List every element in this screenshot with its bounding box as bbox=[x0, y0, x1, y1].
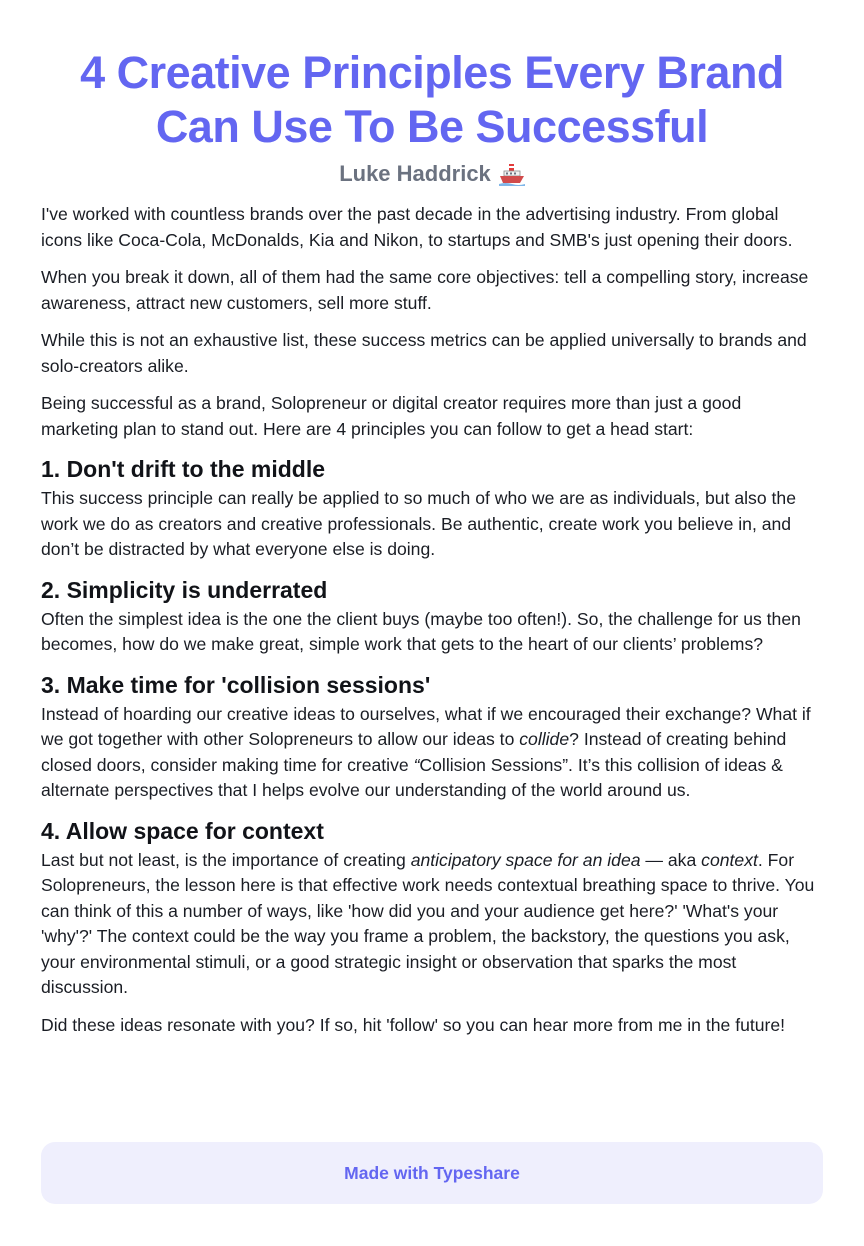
intro-paragraph-2: When you break it down, all of them had the same core objectives: tell a compelling story, increase awareness, attract new customers, sell more stuff. bbox=[41, 267, 809, 313]
outro-paragraph: Did these ideas resonate with you? If so, hit 'follow' so you can hear more from me in the future! bbox=[41, 1014, 786, 1035]
made-with-typeshare-banner[interactable] bbox=[41, 1142, 823, 1204]
section-3-emphasis-collide: collide bbox=[519, 729, 570, 749]
section-heading-3: 3. Make time for 'collision sessions' bbox=[41, 671, 431, 698]
section-4-text-b: — aka bbox=[640, 849, 702, 870]
section-4-emphasis-anticipatory: anticipatory space for an idea bbox=[410, 849, 641, 870]
intro-paragraph-4: Being successful as a brand, Solopreneur or digital creator requires more than just a good marketing plan to stand out. Here are 4 principles you can follow to get a head start: bbox=[41, 393, 742, 439]
section-body-3 bbox=[41, 702, 823, 804]
intro-paragraph-3: While this is not an exhaustive list, these success metrics can be applied universally to brands and solo-creators alike. bbox=[41, 330, 807, 376]
article-page bbox=[0, 46, 864, 1246]
ship-icon bbox=[499, 162, 525, 186]
section-heading-4: 4. Allow space for context bbox=[41, 817, 324, 844]
author-name: Luke Haddrick bbox=[339, 161, 491, 186]
intro-paragraph-1: I've worked with countless brands over the past decade in the advertising industry. From global icons like Coca-Cola, McDonalds, Kia and Nikon, to startups and SMB's just opening their doors. bbox=[41, 204, 793, 250]
author-byline bbox=[41, 160, 823, 188]
section-body-1: This success principle can really be applied to so much of who we are as individuals, but also the work we do as creators and creative professionals. Be authentic, create work you believe in, and don’t be distracted by what everyone else is doing. bbox=[41, 488, 796, 559]
footer-label: Made with Typeshare bbox=[344, 1162, 520, 1183]
section-4-emphasis-context: context bbox=[701, 849, 758, 870]
section-3-text-b: ? Instead of creating behind closed doors, consider making time for creative bbox=[41, 729, 787, 775]
title-line-1: 4 Creative Principles Every Brand bbox=[80, 47, 784, 98]
title-line-2: Can Use To Be Successful bbox=[155, 101, 709, 152]
section-4-text-c: . For Solopreneurs, the lesson here is that effective work needs contextual breathing space to thrive. You can think of this a number of ways, like 'how did you and your audience get here?' 'What's your 'why'?' The context could be the way you frame a problem, the backstory, the questions you ask, your environmental stimuli, or a good strategic insight or observation that sparks the most discussion. bbox=[41, 849, 815, 997]
section-3-text-a: Instead of hoarding our creative ideas to ourselves, what if we encouraged their exchange? What if we got together with other Solopreneurs to allow our ideas to bbox=[41, 703, 811, 749]
section-3-text-c: Collision Sessions”. It’s this collision of ideas & alternate perspectives that I helps evolve our understanding of the world around us. bbox=[41, 754, 783, 800]
section-3-emphasis-quote: “ bbox=[413, 754, 420, 775]
section-heading-2: 2. Simplicity is underrated bbox=[41, 576, 328, 603]
section-body-2: Often the simplest idea is the one the client buys (maybe too often!). So, the challenge for us then becomes, how do we make great, simple work that gets to the heart of our clients’ problems? bbox=[41, 608, 801, 654]
article-title bbox=[41, 46, 823, 154]
section-heading-1: 1. Don't drift to the middle bbox=[41, 456, 326, 482]
section-4-text-a: Last but not least, is the importance of creating bbox=[41, 849, 411, 870]
section-body-4 bbox=[41, 848, 823, 1001]
